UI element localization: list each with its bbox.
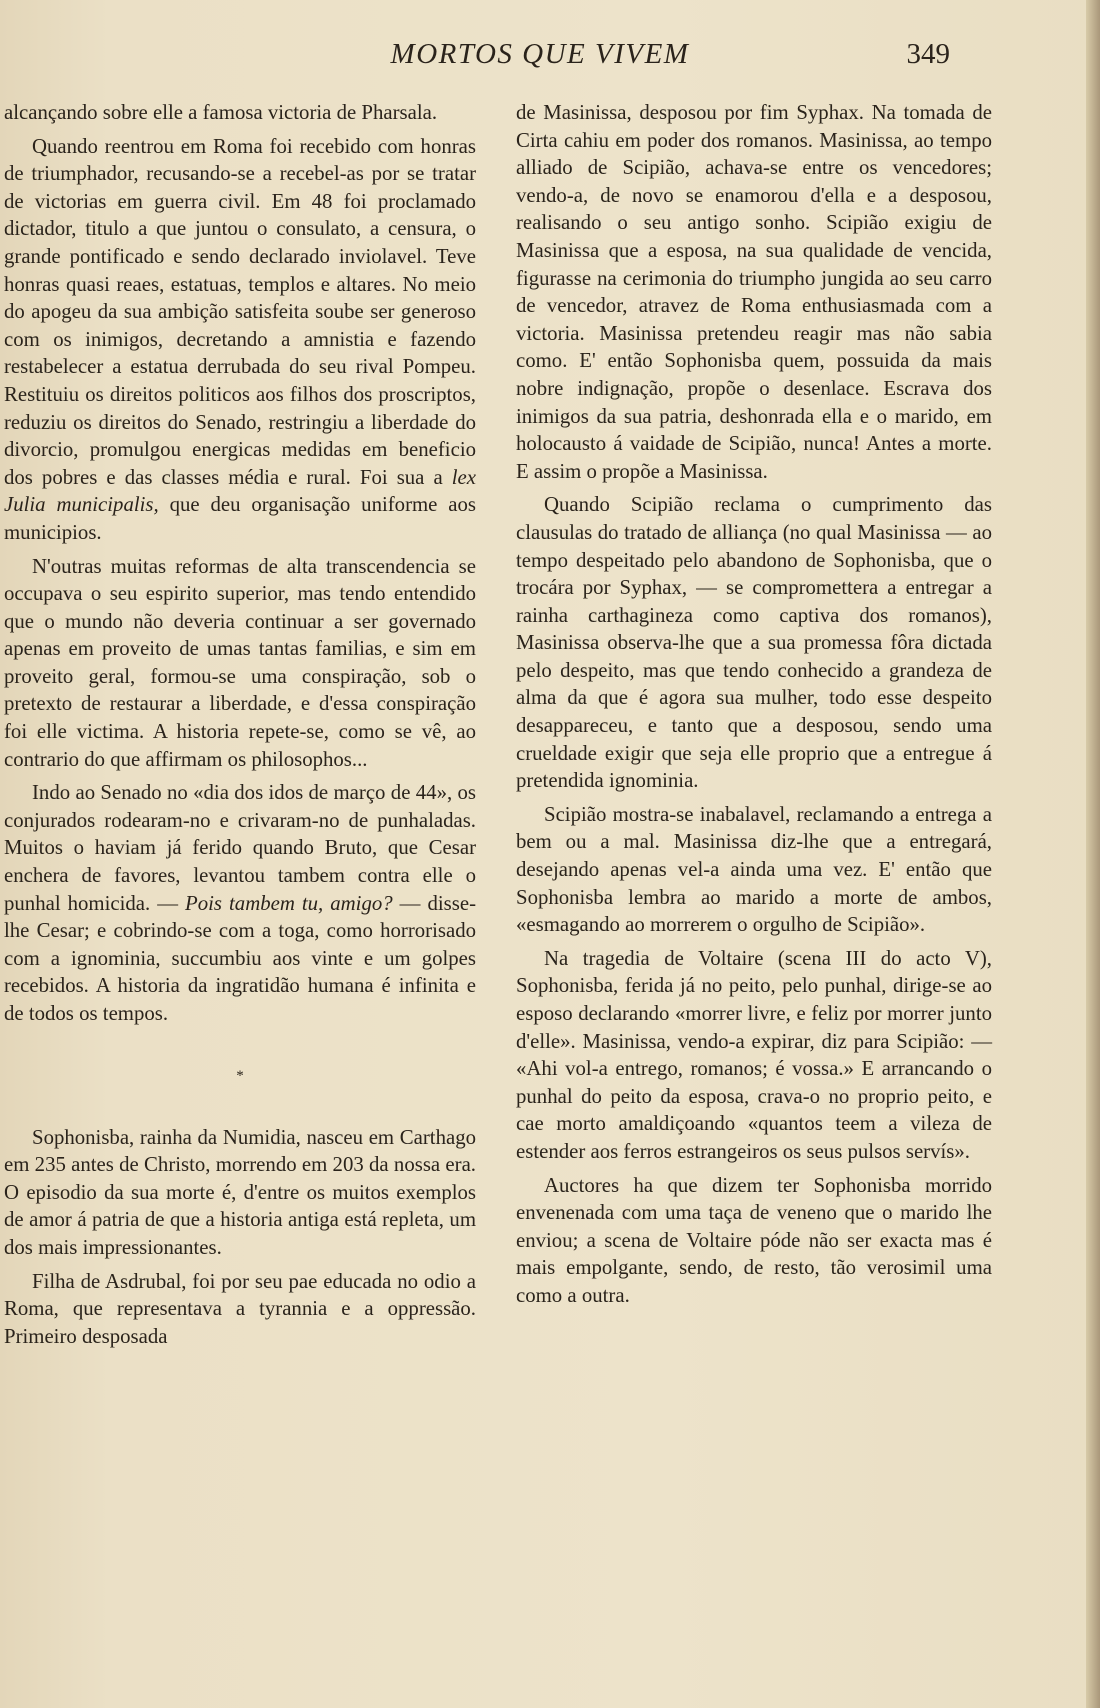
paragraph-text: que deu organisação uniforme aos municipios. [4,493,476,544]
paragraph-text: Indo ao Senado no «dia dos idos de março de 44», os conjurados rodearam-no e crivaram-no de punhaladas. Muitos o haviam já ferido quando Bruto, que Cesar enchera de favores, levantou tambem contra elle o punhal homicida. — [4,781,476,915]
page-number: 349 [906,38,950,70]
left-column [4,99,476,1350]
paragraph: Na tragedia de Voltaire (scena III do acto V), Sophonisba, ferida já no peito, pelo punhal, dirige-se ao esposo declarando «morrer livre, e feliz por morrer junto d'elle». Masinissa, vendo-a expirar, diz para Scipião: — «Ahi vol-a entrego, romanos; é vossa.» E arrancando o punhal do peito da esposa, crava-o no proprio peito, e cae morto amaldiçoando «quantos teem a vileza de estender aos ferros estrangeiros os seus pulsos servís». [516,946,992,1163]
paragraph [4,779,476,1027]
page-edge-shadow [1086,0,1100,1708]
paragraph-text: — disse-lhe Cesar; e cobrindo-se com a toga, como horrorisado com a ignominia, succumbiu aos vinte e um golpes recebidos. A historia da ingratidão humana é infinita e de todos os tempos. [4,891,476,1025]
paragraph: Filha de Asdrubal, foi por seu pae educada no odio a Roma, que representava a tyrannia e a oppressão. Primeiro desposada [4,1269,476,1348]
paragraph: alcançando sobre elle a famosa victoria de Pharsala. [4,101,438,124]
italic-term: lex Julia municipalis, [4,465,476,517]
section-separator: * [236,1067,244,1084]
page-header [0,38,1100,78]
paragraph: de Masinissa, desposou por fim Syphax. Na tomada de Cirta cahiu em poder dos romanos. Masinissa, ao tempo alliado de Scipião, achava-se entre os vencedores; vendo-a, de novo se enamorou d'ella e a desposou, realisando o seu antigo sonho. Scipião exigiu de Masinissa que a esposa, na sua qualidade de vencida, figurasse na cerimonia do triumpho jungida ao seu carro de vencedor, atravez de Roma enthusiasmada com a victoria. Masinissa pretendeu reagir mas não sabia como. E' então Sophonisba quem, possuida da mais nobre indignação, propõe o desenlace. Escrava dos inimigos da sua patria, deshonrada ella e o marido, em holocausto á vaidade de Scipião, nunca! Antes a morte. E assim o propõe a Masinissa. [516,101,992,483]
paragraph: N'outras muitas reformas de alta transcendencia se occupava o seu espirito superior, mas tendo entendido que o mundo não deveria continuar a ser governado apenas em proveito de umas tantas familias, e sim em proveito geral, formou-se uma conspiração, sob o pretexto de restaurar a liberdade, e d'essa conspiração foi elle victima. A historia repete-se, como se vê, ao contrario do que affirmam os philosophos... [4,554,476,771]
running-title: MORTOS QUE VIVEM [390,38,690,70]
paragraph: Auctores ha que dizem ter Sophonisba morrido envenenada com uma taça de veneno que o marido lhe enviou; a scena de Voltaire póde não ser exacta mas é mais empolgante, sendo, de resto, tão verosimil uma como a outra. [516,1173,992,1307]
italic-quote: Pois tambem tu, amigo? [185,891,393,915]
right-column [516,99,992,1310]
paragraph [4,133,476,547]
paragraph: Sophonisba, rainha da Numidia, nasceu em Carthago em 235 antes de Christo, morrendo em 203 da nossa era. O episodio da sua morte é, d'entre os muitos exemplos de amor á patria de que a historia antiga está repleta, um dos mais impressionantes. [4,1125,476,1259]
paragraph: Quando Scipião reclama o cumprimento das clausulas do tratado de alliança (no qual Masinissa — ao tempo despeitado pelo abandono de Sophonisba, que o trocára por Syphax, — se compromettera a entregar a rainha carthagineza como captiva dos romanos), Masinissa observa-lhe que a sua promessa fôra dictada pelo despeito, mas que tendo conhecido a grandeza de alma da que é agora sua mulher, todo esse despeito desappareceu, e tanto que a desposou, sendo uma crueldade exigir que seja elle proprio que a entregue á pretendida ignominia. [516,493,992,793]
paragraph-text: Quando reentrou em Roma foi recebido com honras de triumphador, recusando-se a recebel-as por se tratar de victorias em guerra civil. Em 48 foi proclamado dictador, titulo a que juntou o consulato, a censura, o grande pontificado e sendo declarado inviolavel. Teve honras quasi reaes, estatuas, templos e altares. No meio do apogeu da sua ambição satisfeita soube ser generoso com os inimigos, decretando a amnistia e fazendo restabelecer a estatua derrubada do seu rival Pompeu. Restituiu os direitos politicos aos filhos dos proscriptos, reduziu os direitos do Senado, restringiu a liberdade do divorcio, promulgou energicas medidas em beneficio dos pobres e das classes média e rural. Foi sua a [4,134,476,489]
paragraph: Scipião mostra-se inabalavel, reclamando a entrega a bem ou a mal. Masinissa diz-lhe que a entregará, desejando apenas vel-a ainda uma vez. E' então que Sophonisba lembra ao marido a morte de ambos, «esmagando ao morrerem o orgulho de Scipião». [516,802,992,937]
